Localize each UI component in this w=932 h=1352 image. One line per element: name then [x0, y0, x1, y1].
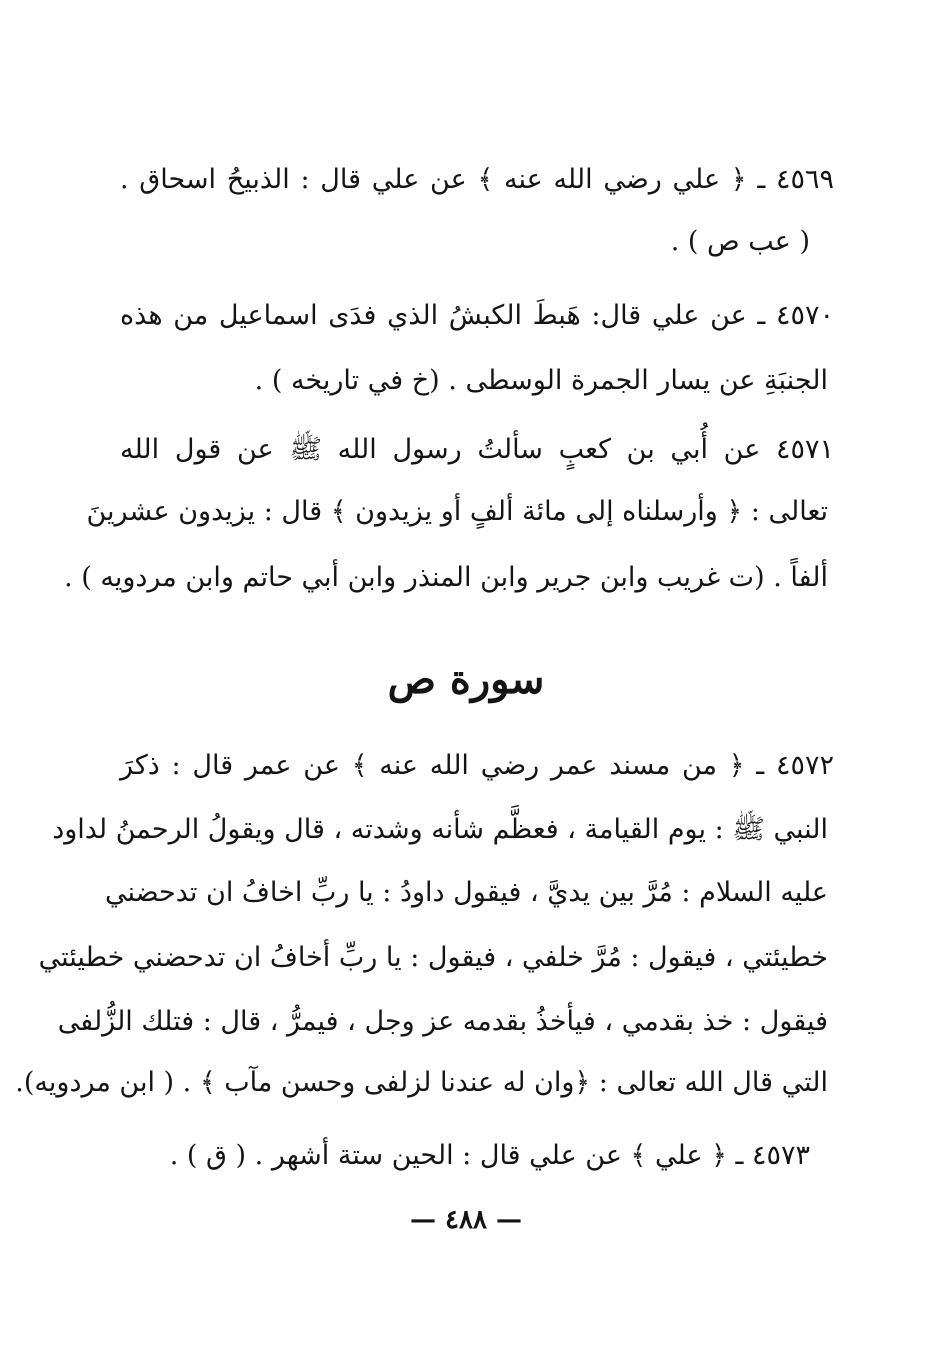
entry-4569-line-1: ٤٥٦٩ ـ ﴿ علي رضي الله عنه ﴾ عن علي قال : الذبيحُ اسحاق .: [120, 164, 834, 195]
entry-4571-line-2: تعالى : ﴿ وأرسلناه إلى مائة ألفٍ أو يزيدون ﴾ قال : يزيدون عشرينَ: [86, 496, 828, 527]
entry-4571-line-3: ألفاً . (ت غريب وابن جرير وابن المنذر وابن أبي حاتم وابن مردويه ) .: [64, 562, 828, 593]
page-number: — ٤٨٨ —: [409, 1205, 523, 1235]
entry-4572-line-4: خطيئتي ، فيقول : مُرَّ خلفي ، فيقول : يا ربِّ أخافُ ان تدحضني خطيئتي: [38, 942, 828, 973]
entry-4572-line-5: فيقول : خذ بقدمي ، فيأخذُ بقدمه عز وجل ، فيمرُّ ، قال : فتلك الزُّلفى: [57, 1006, 828, 1037]
entry-4572-line-6: التي قال الله تعالى : ﴿وان له عندنا لزلفى وحسن مآب ﴾ . ( ابن مردويه).: [15, 1067, 828, 1098]
entry-4572-line-2: النبي ﷺ : يوم القيامة ، فعظَّم شأنه وشدته ، قال ويقولُ الرحمنُ لداود: [52, 814, 828, 845]
entry-4572-line-1: ٤٥٧٢ ـ ﴿ من مسند عمر رضي الله عنه ﴾ عن عمر قال : ذكرَ: [120, 750, 834, 781]
entry-4572-line-3: عليه السلام : مُرَّ بين يديَّ ، فيقول داودُ : يا ربِّ اخافُ ان تدحضني: [104, 877, 828, 908]
entry-4570-line-2: الجنبَةِ عن يسار الجمرة الوسطى . (خ في تاريخه ) .: [254, 365, 828, 396]
surah-title: سورة ص: [387, 656, 545, 703]
entry-4571-line-1: ٤٥٧١ عن أُبي بن كعبٍ سألتُ رسول الله ﷺ عن قول الله: [120, 434, 834, 465]
entry-4573-line-1: ٤٥٧٣ ـ ﴿ علي ﴾ عن علي قال : الحين ستة أشهر . ( ق ) .: [169, 1140, 810, 1171]
entry-4570-line-1: ٤٥٧٠ ـ عن علي قال: هَبطَ الكبشُ الذي فدَى اسماعيل من هذه: [120, 300, 834, 331]
entry-4569-line-2: ( عب ص ) .: [670, 226, 810, 257]
